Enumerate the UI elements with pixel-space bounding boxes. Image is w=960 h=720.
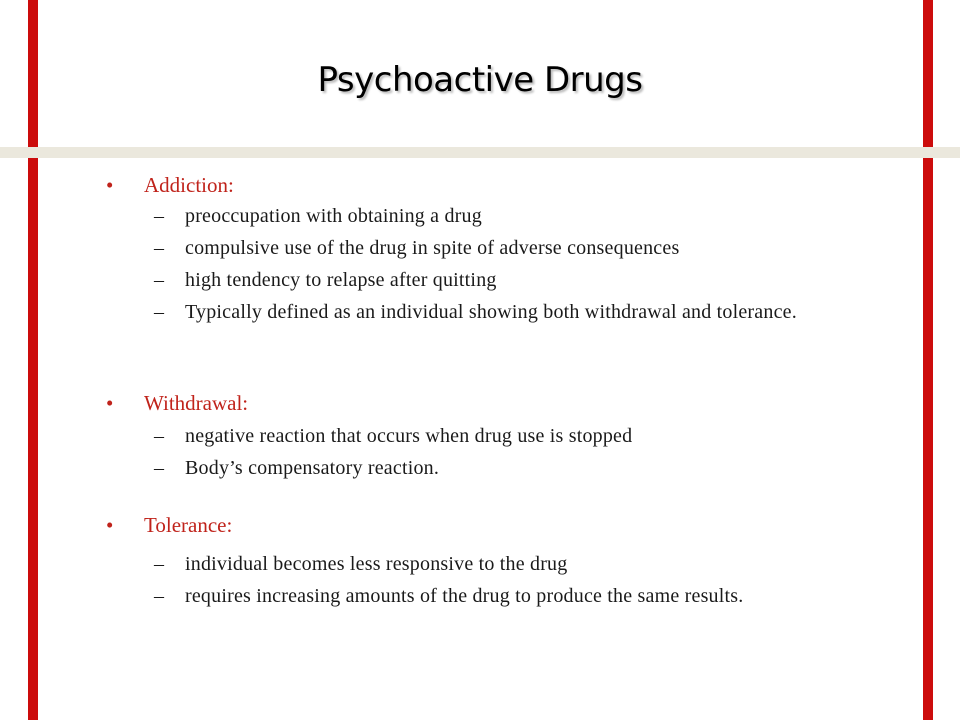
dash-icon: –	[154, 457, 164, 479]
list-item-text: Body’s compensatory reaction.	[185, 457, 440, 479]
dash-icon: –	[154, 269, 164, 291]
list-item-text: negative reaction that occurs when drug use is stopped	[185, 425, 633, 447]
section-heading-addiction	[106, 172, 234, 198]
section-heading-label: Addiction:	[144, 173, 234, 197]
section-heading-withdrawal	[106, 390, 248, 416]
list-item-text: individual becomes less responsive to the drug	[185, 553, 568, 575]
list-item-text: high tendency to relapse after quitting	[185, 269, 497, 291]
dash-icon: –	[154, 425, 164, 447]
list-item	[154, 204, 874, 228]
bullet-icon: •	[106, 513, 114, 537]
list-item	[154, 456, 874, 480]
dash-icon: –	[154, 585, 164, 607]
section-heading-tolerance	[106, 512, 232, 538]
list-item-text: requires increasing amounts of the drug to produce the same results.	[185, 585, 744, 607]
list-item	[154, 236, 874, 260]
list-item	[154, 300, 874, 324]
bullet-icon: •	[106, 391, 114, 415]
list-item-text: preoccupation with obtaining a drug	[185, 205, 482, 227]
section-heading-label: Tolerance:	[144, 513, 233, 537]
list-item	[154, 268, 874, 292]
list-item	[154, 552, 874, 576]
list-item	[154, 424, 874, 448]
dash-icon: –	[154, 237, 164, 259]
list-item-text: compulsive use of the drug in spite of adverse consequences	[185, 237, 680, 259]
list-item	[154, 584, 874, 608]
dash-icon: –	[154, 205, 164, 227]
bullet-icon: •	[106, 173, 114, 197]
section-heading-label: Withdrawal:	[144, 391, 249, 415]
list-item-text: Typically defined as an individual showing both withdrawal and tolerance.	[185, 301, 797, 323]
dash-icon: –	[154, 553, 164, 575]
dash-icon: –	[154, 301, 164, 323]
slide-title: Psychoactive Drugs	[317, 60, 643, 100]
